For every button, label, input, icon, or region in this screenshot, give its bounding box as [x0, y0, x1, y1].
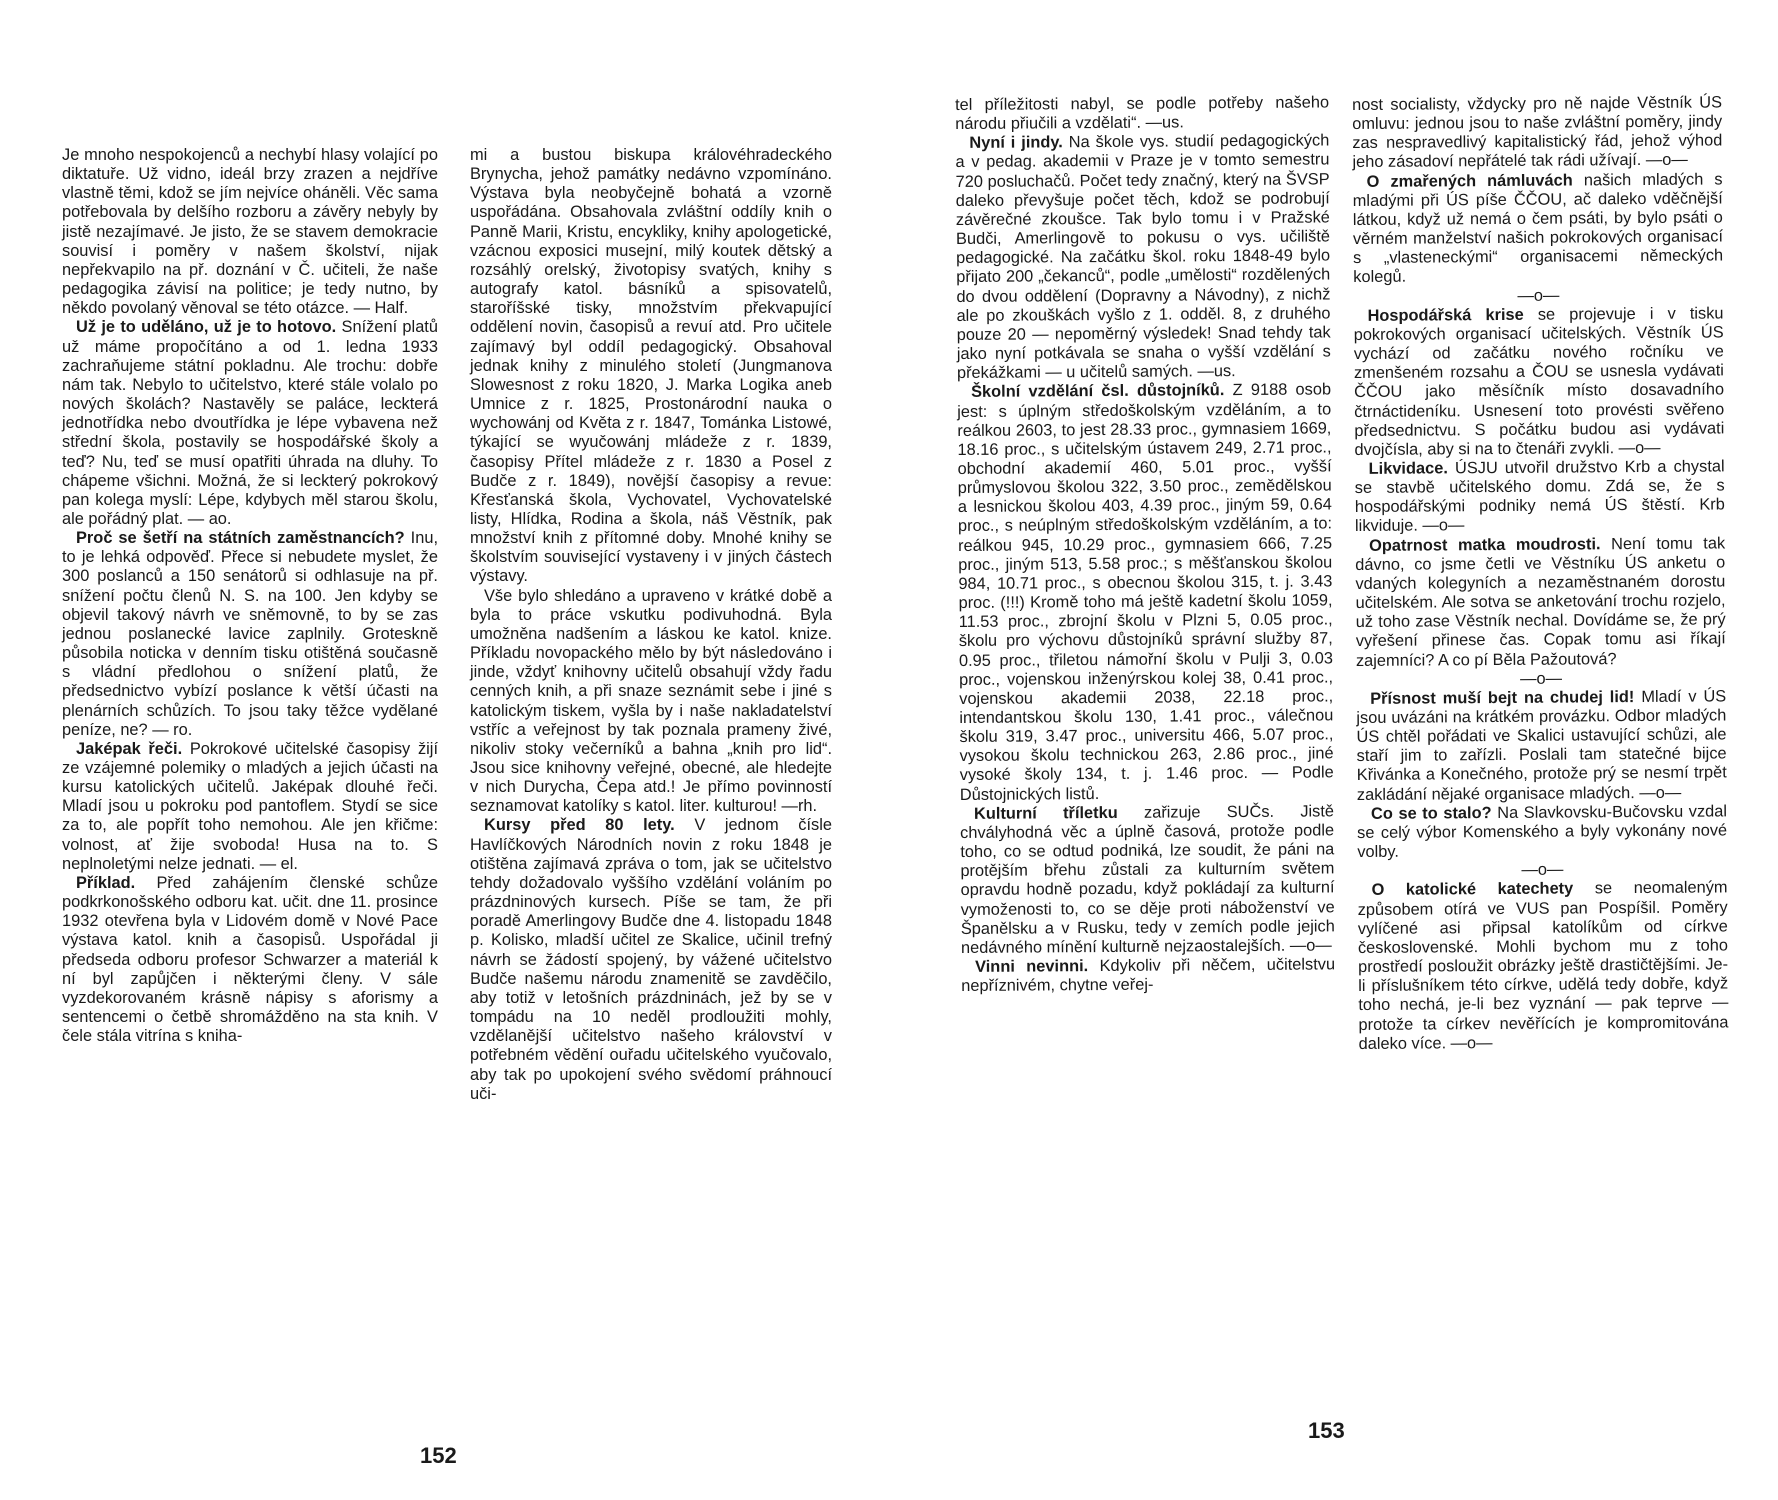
separator: —o— — [1521, 860, 1564, 880]
article-text: zařizuje SUČs. Jistě chvályhodná věc a úplně časová, protože podle toho, co se odtud podniká, lze soudit, že páni na protějším břehu zůstali za kulturním světem opravdu hodně pozadu, když pokládají za kulturní vymoženosti to, co se děje proti náboženství ve Španělsku a v Rusku, tedy v zemích podle jejich nedávného mínění kulturně nejzaostalejších. —o— — [960, 802, 1335, 957]
article-heading: Opatrnost matka moudrosti. — [1369, 534, 1601, 555]
paragraph: mi a bustou biskupa královéhradeckého Brynycha, jehož památky nedávno vzpomínáno. Výstava byla neobyčejně bohatá a vzorně uspořádána. Obsahovala zvláštní oddíly knih o Panně Marii, Kristu, encykliky, knihy apologetické, vzácnou exposici musejní, milý koutek dětský a rozsáhlý orelský, životopisy svatých, knihy s autografy katol. básníků a spisovatelů, staroříšské tisky, množstvím překvapující oddělení novin, časopisů a revuí atd. Pro učitele zajímavý byl oddíl pedagogický. Obsahoval jednak knihy z minulého století (Jungmanova Slowesnost z roku 1820, J. Marka Logika aneb Umnice z r. 1825, Prostonárodní nauka o wychowánj od Květa z r. 1847, Tománka Listowé, týkající se wyučowánj mládeže z r. 1839, časopisy Přítel mládeže z r. 1830 a Posel z Budče z r. 1849), novější časopisy a revue: Křesťanská škola, Vychovatel, Vychovatelské listy, Hlídka, Rodina a škola, náš Věstník, pak množství knih z přítomné doby. Mnohé knihy se školstvím související vystaveny i v jiných částech výstavy. — [470, 146, 832, 586]
article-text: Na škole vys. studií pedagogických a v pedag. akademii v Praze je v tomto semestru 720 posluchačů. Počet tedy značný, který na ŠVSP daleko převyšuje počet těch, kdož se podrobují závěrečné zkoušce. Tak bylo tomu i v Pražské Budči, Amerlingově to pokusu o vys. učiliště pedagogické. Na začátku škol. roku 1848-49 bylo přijato 200 „čekanců“, podle „umělosti“ rozdělených do dvou oddělení (Dopravny a Návodny), z nichž ale po zkouškách vyšlo z 1. odděl. 8, z druhého pouze 20 — nepoměrný výsledek! Snad tehdy tak jako nyní potkávala se snaha o vyšší vzdělání s překážkami — u učitelů samých. —us. — [955, 131, 1331, 383]
article-text: Z 9188 osob jest: s úplným středoškolským vzděláním, a to reálkou 2603, to jest 28.33 proc., gymnasiem 1669, 18.16 proc., s učitelským ústavem 249, 2.71 proc., obchodní akademií 460, 5.01 proc., vyšší průmyslovou školou 322, 3.50 proc., zemědělskou a lesnickou školou 403, 4.39 proc., jiným 59, 0.64 proc., s neúplným středoškolským vzděláním, a to: reálkou 945, 10.29 proc., gymnasiem 666, 7.25 proc., jiným 513, 5.58 proc.; s měšťanskou školou 984, 10.71 proc., s obecnou školou 315, t. j. 3.43 proc. (!!!) Kromě toho má ještě kadetní školu 1059, 11.53 proc., zbrojní školu v Plzni 5, 0.05 proc., školu pro výchovu důstojníků správní služby 87, 0.95 proc., třiletou námořní školu v Pulji 3, 0.03 proc., vojenskou inženýrskou kolej 38, 0.41 proc., vojenskou akademii 2038, 22.18 proc., intendantskou školu 130, 1.41 proc., válečnou školu 319, 3.47 proc., universitu 466, 5.07 proc., vysokou školu technickou 263, 2.86 proc., jiné vysoké školy 134, t. j. 1.46 proc. — Podle Důstojnických listů. — [957, 380, 1334, 804]
paragraph: tel příležitosti nabyl, se podle potřeby našeho národu přiučili a vzdělati“. —us. — [955, 93, 1330, 134]
article-heading: Likvidace. — [1368, 459, 1448, 478]
article-heading: Vinni nevinni. — [975, 957, 1089, 976]
article-paragraph — [961, 955, 1335, 996]
column-2 — [470, 146, 832, 1104]
article-paragraph — [960, 802, 1335, 958]
article-paragraph — [1353, 304, 1724, 460]
article-text: Kdykoliv při něčem, učitelstvu nepříznivém, chytne veřej- — [961, 955, 1336, 996]
article-heading: O katolické katechety — [1371, 879, 1574, 900]
article-heading: Nyní i jindy. — [969, 133, 1063, 153]
article-heading: Kursy před 80 lety. — [484, 816, 675, 835]
article-paragraph — [62, 529, 438, 740]
article-heading: Proč se šetří na státních zaměstnancích? — [76, 529, 405, 548]
article-paragraph — [1353, 170, 1724, 288]
article-text: Snížení platů už máme propočítáno a od 1. ledna 1933 zachraňujeme státní pokladnu. Ale trochu: dobře nám tak. Nebylo to učitelstvo, které stále volalo po nových školách? Nastavěly se paláce, leckterá jednotřídka nebo dvoutřídka je lépe vybavena než střední škola, postavily se hospodářské školy a teď? Nu, teď se musí opatřiti úhrada na dluhy. To chápeme všichni. Možná, že si leckterý pokrokový pan kolega myslí: Lépe, kdybych měl starou školu, ale pořádný plat. — ao. — [62, 318, 438, 528]
article-paragraph — [62, 874, 438, 1046]
article-heading: Hospodářská krise — [1367, 305, 1524, 325]
column-4 — [1352, 93, 1729, 1053]
article-paragraph — [1356, 687, 1727, 805]
article-text: Mladí v ÚS jsou uvázáni na krátkém provázku. Odbor mladých ÚS chtěl pořádati ve Skalici ustavující schůzi, ale staří jim to zařízli. Poslali tam statečné bijce Křivánka a Konečného, protože prý se nesmí trpět zakládání nějaké organisace mladých. —o— — [1356, 687, 1727, 804]
article-text: Pokrokové učitelské časopisy žijí ze vzájemné polemiky o mladých a jejich účasti na kursu katolických učitelů. Jaképak dlouhé řeči. Mladí jsou u pokroku pod pantoflem. Stydí se sice za to, ale popřít toho nemohou. Ale jen křičme: volnost, ať žije svoboda! Husa na to. S neplnoletými nelze jednati. — el. — [62, 739, 438, 873]
article-paragraph — [1355, 457, 1726, 536]
column-1 — [62, 146, 438, 1046]
article-paragraph — [62, 740, 438, 874]
article-text: Před zahájením členské schůze podkrkonošského odboru kat. učit. dne 11. prosince 1932 otevřena byla v Lidovém domě v Nové Pace výstava katol. knih a časopisů. Uspořádal ji předseda odboru profesor Schwarzer a materiál k ní byl zapůjčen i některými členy. V sále vyzdekorovaném krásně nápisy s aforismy a sentencemi o četbě shromážděno na sta knih. V čele stála vitrína s kniha- — [62, 873, 438, 1046]
article-heading: Jaképak řeči. — [76, 739, 183, 758]
separator: —o— — [1520, 669, 1563, 688]
article-heading: Co se to stalo? — [1370, 803, 1492, 823]
paragraph: nost socialisty, vždycky pro ně najde Věstník ÚS omluvu: jednou jsou to naše zvláštní poměry, jindy zas nespravedlivý kapitalistický řád, jehož výhod jeho zásadoví nepřátelé tak rádi užívají. —o— — [1352, 93, 1723, 172]
paragraph: Je mnoho nespokojenců a nechybí hlasy volající po diktatuře. Už vidno, ideál brzy zrazen a nejdříve vlastně těmi, kdož se jím nejvíce oháněli. Věc sama potřebovala by delšího rozboru a závěry nebyly by jistě nezajímavé. Je jisto, že se stavem demokracie souvisí i poměry v našem školství, nijak nepřekvapilo na př. doznání v Č. učiteli, že naše pedagogika závisí na politice; je tedy nutno, by někdo povolaný věnoval se této otázce. — Half. — [62, 146, 438, 318]
article-text: V jednom čísle Havlíčkových Národních novin z roku 1848 je otištěna zajímavá zpráva o tom, jak se učitelstvo tehdy dožadovalo vyššího vzdělání voláním po prázdninových kursech. Píše se tam, že při poradě Amerlingovy Budče dne 4. listopadu 1848 p. Kolisko, mladší učitel ze Skalice, učinil trefný návrh se žádostí spojený, by vážené učitelstvo Budče našemu národu znamenitě se zavděčilo, aby totiž v letošních prázdninách, jež by se v tompádu na 10 neděl prodloužiti mohly, vzdělanější učitelstvo našeho království v potřebném vědění ouřadu učitelského vyučovalo, aby tak po upokojení svého svědomí práhnoucí uči- — [470, 816, 833, 1103]
article-paragraph — [1357, 802, 1727, 862]
paragraph: Vše bylo shledáno a upraveno v krátké době a byla to práce vskutku podivuhodná. Byla umožněna nadšením a láskou ke katol. knize. Příkladu novopackého mělo by být následováno i jinde, vždyť knihovny učitelů obsahují vždy řadu cenných knih, a při snaze seznámit sebe i jiné s katolickým tiskem, vyšla by i naše nakladatelství vstříc a veřejnost by tak poznala prameny živé, nikoliv stoky večerníků a bahna „knih pro lid“. Jsou sice knihovny veřejné, obecné, ale hledejte v nich Durycha, Čepa atd.! Je přímo povinností seznamovat katolíky s katol. liter. kulturou! —rh. — [470, 586, 832, 816]
article-paragraph — [957, 381, 1334, 805]
article-paragraph — [955, 132, 1331, 384]
article-paragraph — [470, 816, 832, 1103]
article-text: ÚSJU utvořil družstvo Krb a chystal se stavbě učitelského domu. Zdá se, že s hospodářskými podniky nemá ÚS štěstí. Krb likviduje. —o— — [1354, 457, 1725, 536]
left-page — [0, 0, 880, 1500]
column-3 — [955, 93, 1335, 996]
article-text: Inu, to je lehká odpověď. Přece si nebudete myslet, že 300 poslanců a 150 senátorů si odhlasuje na př. snížení počtu členů N. S. na 100. Jen kdyby se objevil takový návrh ve sněmovně, to by se zas jednou poslanecké lavice zaplnily. Groteskně působila noticka v denním tisku otištěná současně s vládní předlohou o snížení platů, že předsednictvo vybízí poslance k větší účasti na plenárních schůzích. To jsou taky těžce vydělané peníze, ne? — ro. — [62, 529, 438, 739]
page-number: 153 — [1308, 1418, 1345, 1443]
article-paragraph — [62, 318, 438, 529]
article-text: se projevuje i v tisku pokrokových organisací učitelských. Věstník ÚS vychází od začátku nového ročníku ve zmenšeném rozsahu a ČOU se usnesla vydávati ČČOU jako měsíčník místo dosavadního čtrnáctideníku. Usnesení toto provésti svěřeno předsednictvu. S počátku budou asi vydávati dvojčísla, aby si na to čtenáři zvykli. —o— — [1353, 304, 1725, 459]
article-heading: Kulturní tříletku — [973, 803, 1118, 823]
article-heading: Příklad. — [76, 873, 136, 892]
separator: —o— — [1517, 286, 1560, 305]
article-heading: Školní vzdělání čsl. důstojníků. — [971, 381, 1225, 402]
article-heading: Přísnost muší bejt na chudej lid! — [1370, 687, 1635, 708]
article-paragraph — [1357, 879, 1728, 1054]
page-number: 152 — [420, 1443, 457, 1468]
article-text: našich mladých s mladými při ÚS píše ČČOU, ač daleko vděčnější látkou, když už nemá o čem psáti, by bylo psáti o věrném manželství našich pokrokových organisací s „vlasteneckými“ organisacemi německých kolegů. — [1352, 170, 1724, 287]
article-text: Není tomu tak dávno, co jsme četli ve Věstníku ÚS anketu o vdaných kolegyních a nezaměstnaném dorostu učitelském. Ale sotva se anketování trochu rozjelo, už toho zase Věstník nechal. Dovídáme se, že prý vyřešení přinese čas. Copak tomu asi říkají zajemníci? A co pí Běla Pažoutová? — [1355, 533, 1726, 670]
article-heading: O zmařených námluvách — [1366, 171, 1573, 191]
article-text: se neomaleným způsobem otírá ve VUS pan Pospíšil. Poměry vylíčené asi připsal katolíkům od církve československé. Mohli bychom mu z toho prostředí posloužit obrázky ještě drastičtějšími. Je-li příslušníkem této církve, udělá tedy dobře, když toho nechá, je-li bez vyznání — pak teprve — protože ta církev nevěřících je kompromitována daleko více. —o— — [1357, 878, 1729, 1053]
article-text: Na Slavkovsku-Bučovsku vzdal se celý výbor Komenského a byly vykonány nové volby. — [1357, 802, 1728, 862]
article-heading: Už je to uděláno, už je to hotovo. — [76, 318, 337, 337]
article-paragraph — [1355, 534, 1726, 671]
